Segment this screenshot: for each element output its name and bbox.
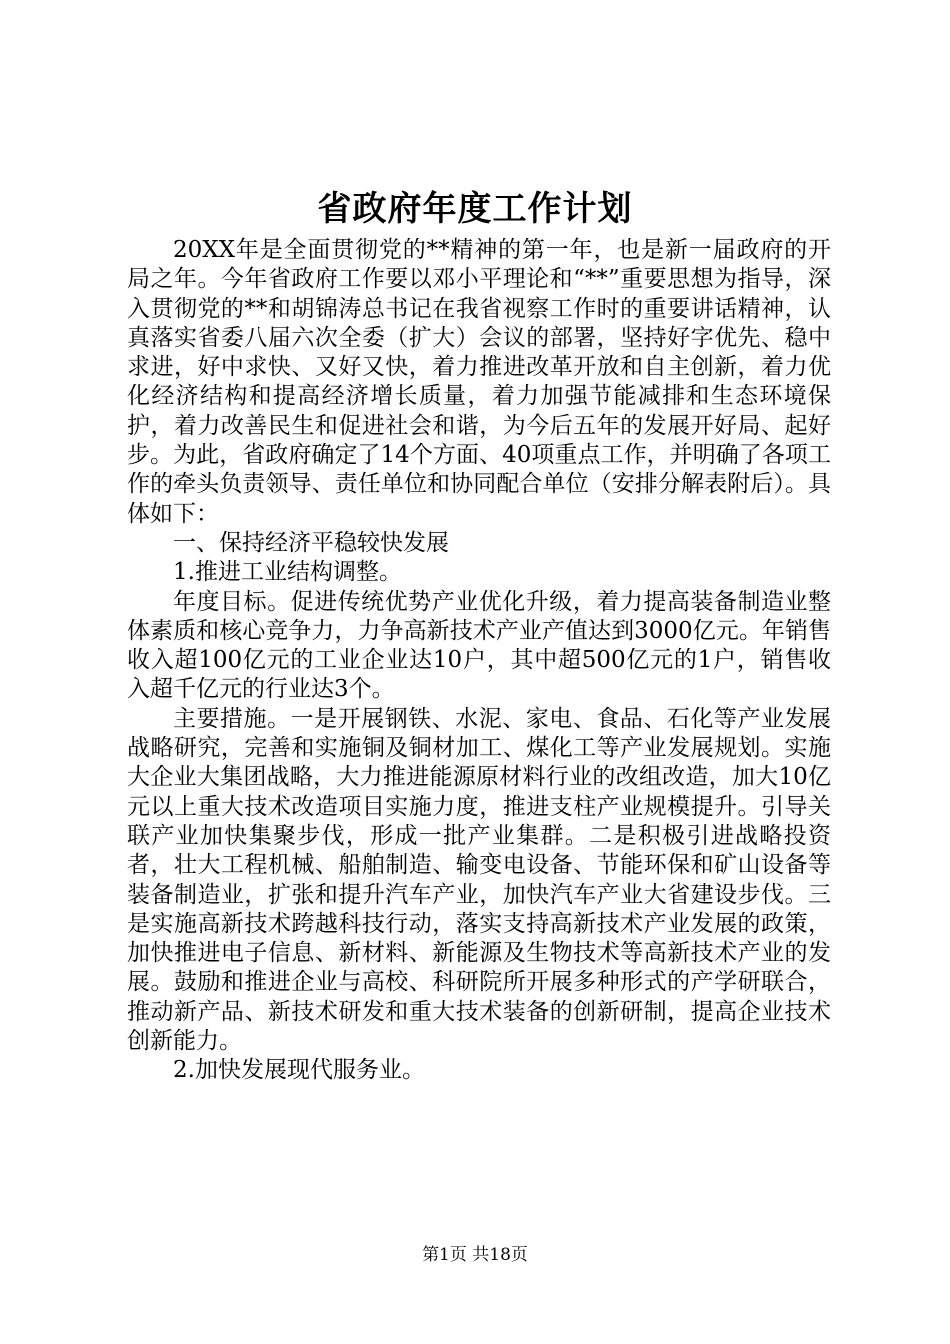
item-heading: 2.加快发展现代服务业。 [173,1057,425,1084]
section-heading: 一、保持经济平稳较快发展 [173,529,449,556]
annual-goal-paragraph: 年度目标。促进传统优势产业优化升级，着力提高装备制造业整体素质和核心竞争力，力争高新技术产业产值达到3000亿元。年销售收入超100亿元的工业企业达10户，其中超500亿元的1户，销售收入超千亿元的行业达3个。 [127,588,831,703]
page-footer: 第1页 共18页 [422,1245,528,1265]
document-body [127,236,831,1086]
intro-paragraph: 20XX年是全面贯彻党的**精神的第一年，也是新一届政府的开局之年。今年省政府工作要以邓小平理论和“**”重要思想为指导，深入贯彻党的**和胡锦涛总书记在我省视察工作时的重要讲话精神，认真落实省委八届六次全委（扩大）会议的部署，坚持好字优先、稳中求进，好中求快、又好又快，着力推进改革开放和自主创新，着力优化经济结构和提高经济增长质量，着力加强节能减排和生态环境保护，着力改善民生和促进社会和谐，为今后五年的发展开好局、起好步。为此，省政府确定了14个方面、40项重点工作，并明确了各项工作的牵头负责领导、责任单位和协同配合单位（安排分解表附后）。具体如下： [127,237,831,527]
main-measures-paragraph: 主要措施。一是开展钢铁、水泥、家电、食品、石化等产业发展战略研究，完善和实施铜及铜材加工、煤化工等产业发展规划。实施大企业大集团战略，大力推进能源原材料行业的改组改造，加大10亿元以上重大技术改造项目实施力度，推进支柱产业规模提升。引导关联产业加快集聚步伐，形成一批产业集群。二是积极引进战略投资者，壮大工程机械、船舶制造、输变电设备、节能环保和矿山设备等装备制造业，扩张和提升汽车产业，加快汽车产业大省建设步伐。三是实施高新技术跨越科技行动，落实支持高新技术产业发展的政策，加快推进电子信息、新材料、新能源及生物技术等高新技术产业的发展。鼓励和推进企业与高校、科研院所开展多种形式的产学研联合，推动新产品、新技术研发和重大技术装备的创新研制，提高企业技术创新能力。 [127,705,831,1055]
document-title: 省政府年度工作计划 [317,189,633,229]
item-heading: 1.推进工业结构调整。 [173,559,402,586]
